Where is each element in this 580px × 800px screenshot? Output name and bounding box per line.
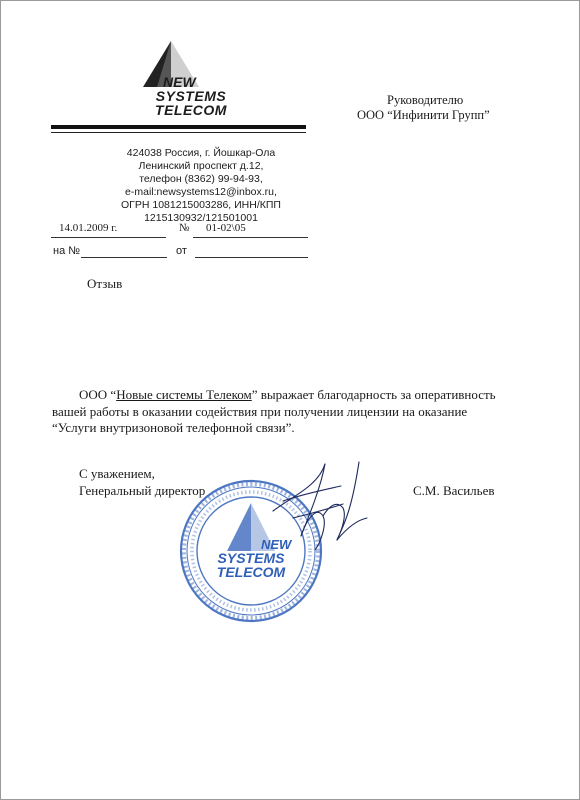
address-line: e-mail:newsystems12@inbox.ru, [125,186,277,198]
body-line-1 [79,387,496,403]
body-text: ” выражает благодарность за оперативность [251,387,496,402]
address-line: 1215130932/121501001 [144,212,258,224]
signature-icon [263,456,373,566]
date-underline [51,237,166,238]
letter-date: 14.01.2009 г. [59,222,118,234]
letter-subject: Отзыв [87,276,123,291]
logo-line-systems: SYSTEMS [155,88,227,104]
logo-line-new: NEW [163,74,196,90]
address-line: телефон (8362) 99-94-93, [139,173,263,185]
letter-number: 01-02\05 [206,222,246,234]
reply-from-underline [195,257,308,258]
stamp-line-new: NEW [261,537,292,552]
body-text: ООО “ [79,387,117,402]
sender-address [101,147,301,225]
letterhead-rule-thin [51,132,306,133]
address-line: 424038 Россия, г. Йошкар-Ола [126,147,276,159]
logo-line-telecom: TELECOM [155,102,227,118]
address-line: ОГРН 1081215003286, ИНН/КПП [121,199,281,211]
stamp-line-systems: SYSTEMS [217,550,285,566]
addressee-title: Руководителю [387,93,464,107]
stamp-line-telecom: TELECOM [216,564,286,580]
addressee [357,93,557,123]
body-line-2: вашей работы в оказании содействия при получении лицензии на оказание [52,404,468,419]
address-line: Ленинский проспект д.12, [138,160,264,172]
signer-position: Генеральный директор [79,483,206,498]
logo-wordmark [139,75,243,117]
reply-to-underline [81,257,167,258]
signer-name: С.М. Васильев [413,483,495,498]
body-line-3: “Услуги внутризоновой телефонной связи”. [52,420,295,435]
addressee-company: ООО “Инфинити Групп” [357,108,490,122]
company-name: Новые системы Телеком [116,387,252,402]
reply-to-label: на № [53,245,81,257]
number-label: № [179,222,190,234]
number-underline [193,237,308,238]
reply-from-label: от [176,245,187,257]
letterhead-rule-thick [51,125,306,129]
closing-regards: С уважением, [79,466,155,481]
